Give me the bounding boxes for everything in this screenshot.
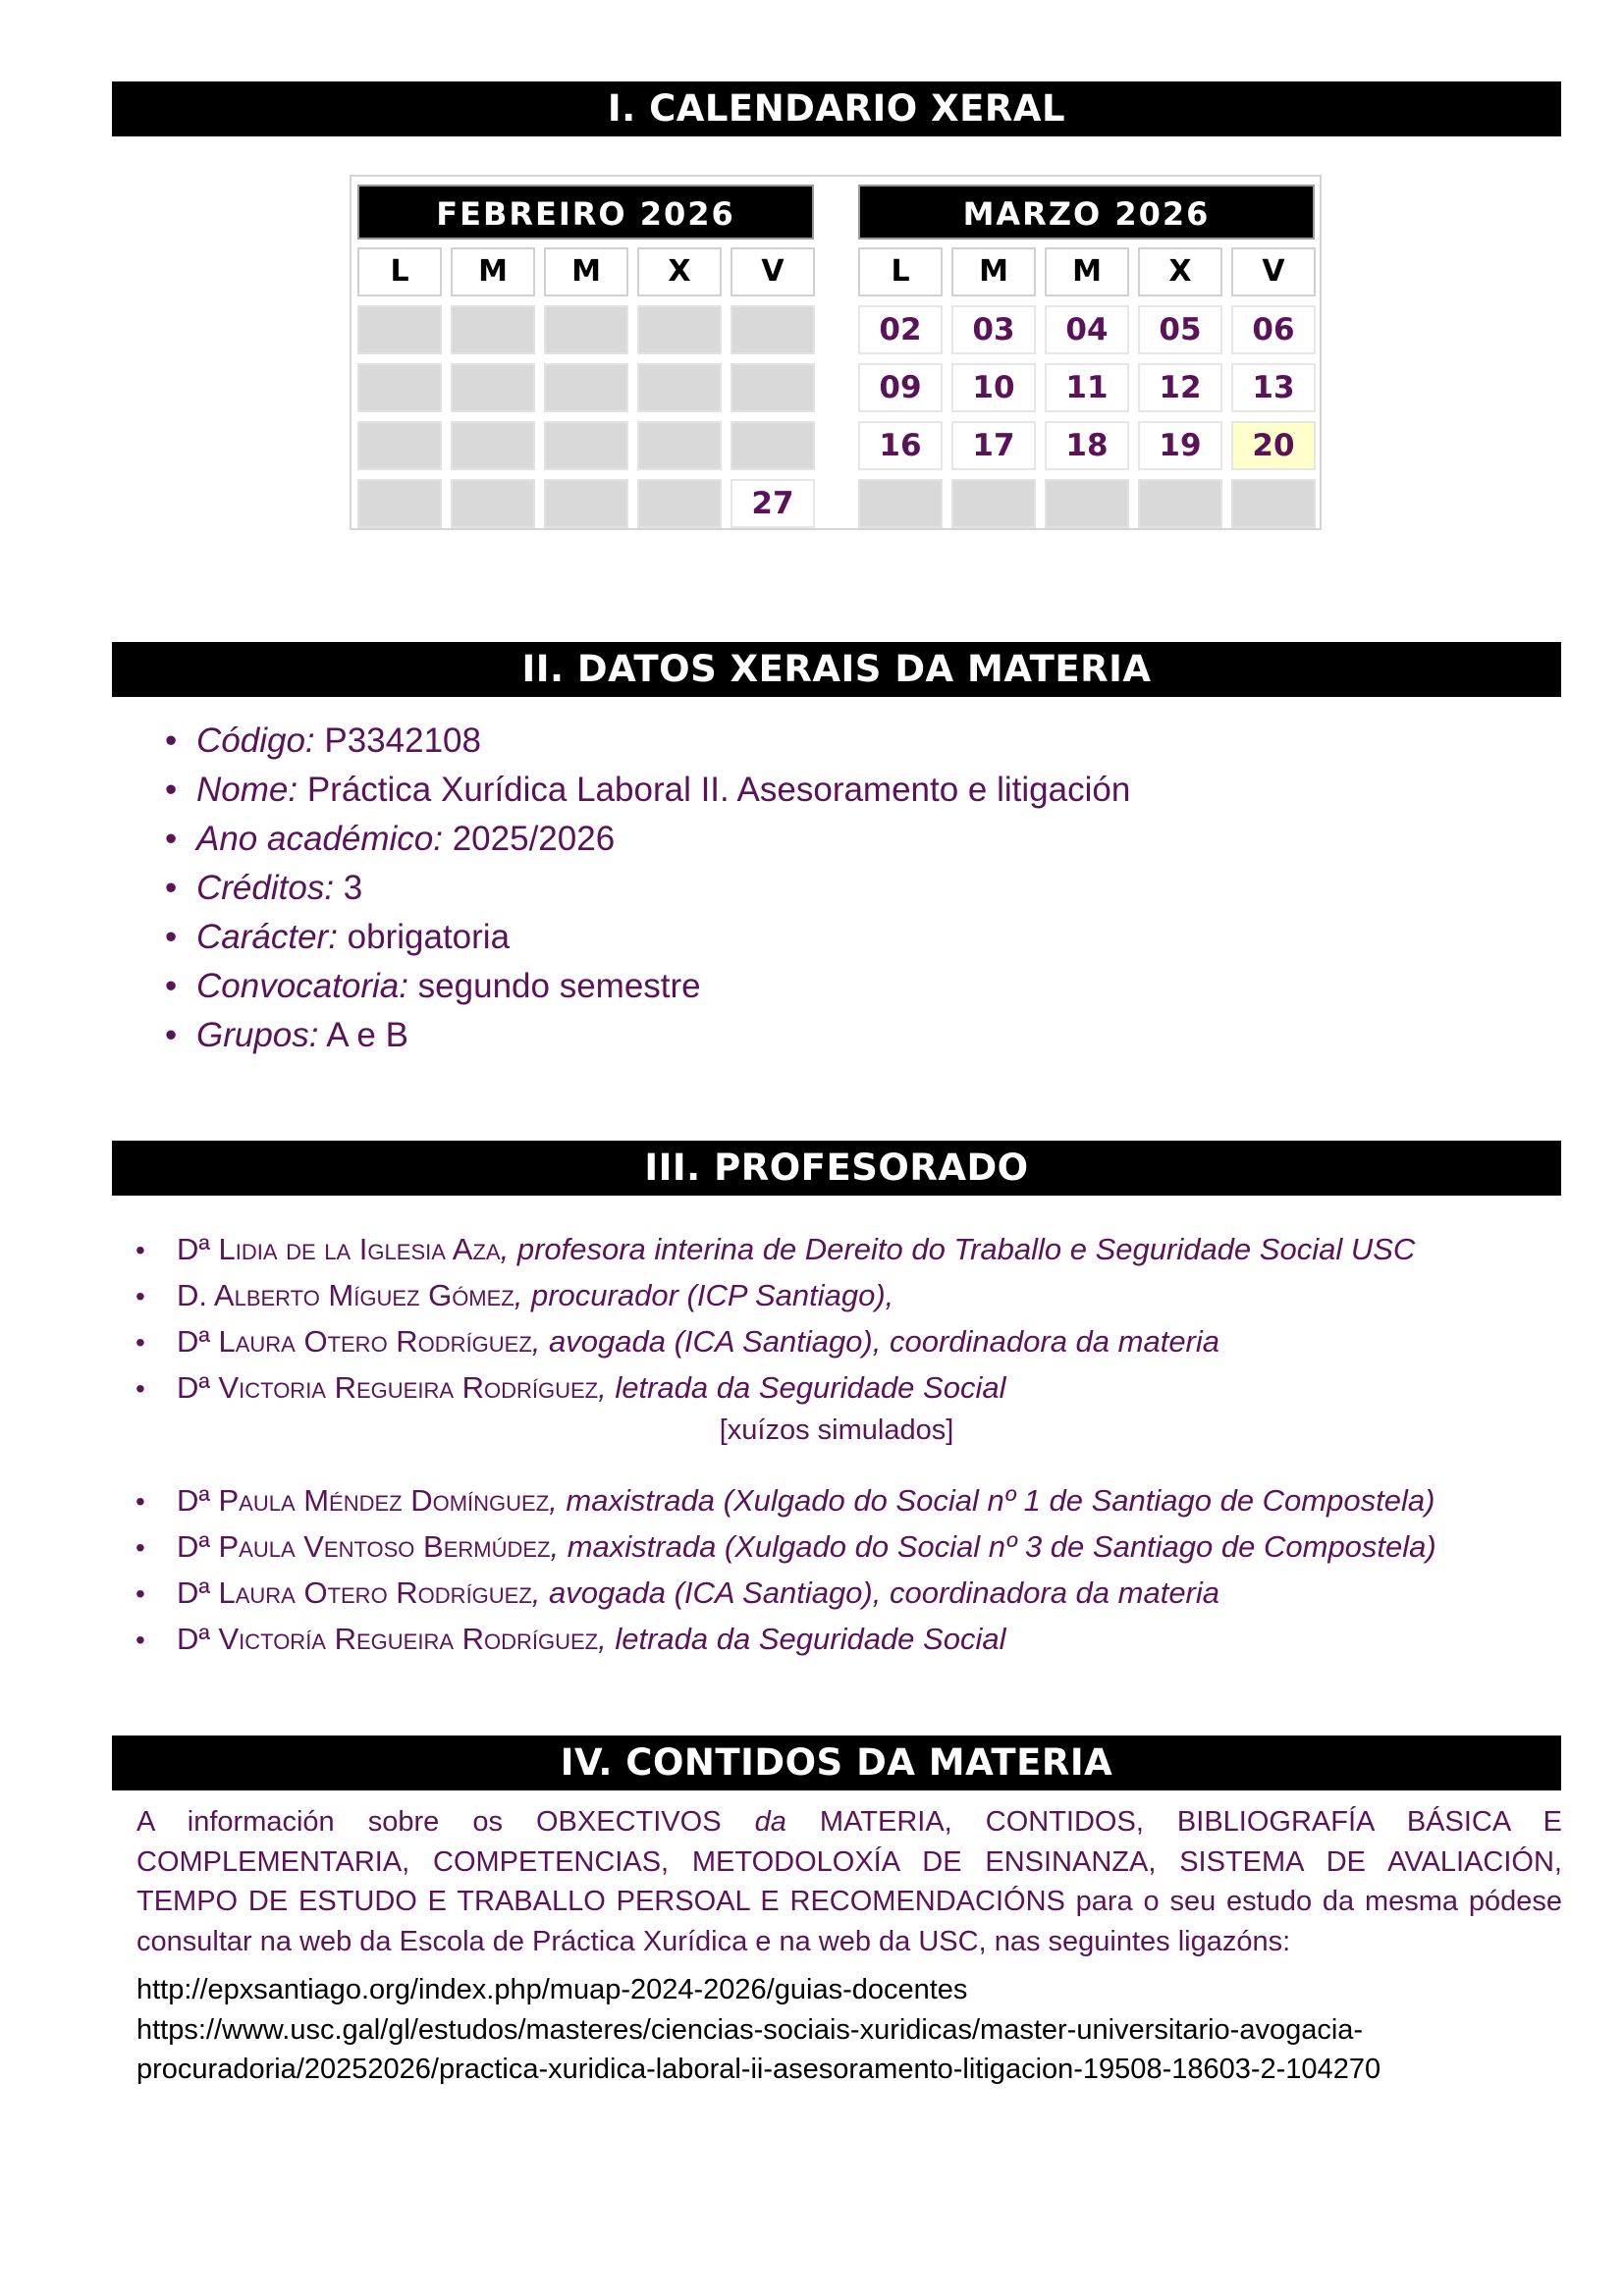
calendar-empty-cell	[1138, 479, 1222, 528]
teacher-role: , procurador (ICP Santiago),	[514, 1278, 894, 1312]
teacher-name: Dª Paula Ventoso Bermúdez	[177, 1529, 551, 1564]
teacher-item	[135, 1570, 1436, 1616]
calendar-empty-cell	[357, 305, 442, 354]
calendar-empty-cell	[451, 479, 535, 528]
teacher-role: , maxistrada (Xulgado do Social nº 3 de Santiago de Compostela)	[550, 1529, 1436, 1564]
weekday-header: M	[951, 247, 1036, 296]
data-value: 2025/2026	[442, 820, 616, 858]
calendar-panel	[350, 175, 1322, 530]
calendar-empty-cell	[357, 363, 442, 412]
general-data-item	[165, 962, 1130, 1011]
bullet-icon: •	[135, 1625, 145, 1655]
weekday-header: V	[731, 247, 815, 296]
bullet-icon: •	[135, 1327, 145, 1358]
teacher-item	[135, 1364, 1415, 1411]
calendar-empty-cell	[637, 479, 722, 528]
section-general-data-header: II. DATOS XERAIS DA MATERIA	[112, 642, 1561, 697]
simulated-trials-label: [xuízos simulados]	[719, 1415, 954, 1446]
data-label: Créditos:	[196, 869, 335, 907]
general-data-item	[165, 815, 1130, 864]
teacher-name: Dª Paula Méndez Domínguez	[177, 1483, 550, 1518]
calendar-empty-cell	[637, 305, 722, 354]
calendar-day: 13	[1231, 363, 1316, 412]
teacher-item	[135, 1616, 1436, 1662]
general-data-item	[165, 717, 1130, 766]
data-value: A e B	[318, 1016, 408, 1054]
data-value: P3342108	[314, 721, 481, 760]
weekday-header: L	[858, 247, 943, 296]
calendar-february	[357, 185, 815, 528]
general-data-item	[165, 766, 1130, 815]
data-label: Grupos:	[196, 1016, 319, 1054]
calendar-title-february: FEBREIRO 2026	[357, 185, 814, 240]
calendar-empty-cell	[357, 479, 442, 528]
calendar-empty-cell	[1231, 479, 1316, 528]
teacher-name: Dª Victoría Regueira Rodríguez	[177, 1622, 599, 1656]
teacher-item	[135, 1523, 1436, 1570]
data-label: Convocatoria:	[196, 967, 408, 1005]
section-teachers-header: III. PROFESORADO	[112, 1141, 1561, 1196]
calendar-day: 09	[858, 363, 943, 412]
bullet-icon: •	[135, 1486, 145, 1517]
calendar-empty-cell	[637, 421, 722, 470]
general-data-item	[165, 1011, 1130, 1060]
data-value: 3	[334, 869, 363, 907]
weekday-header: X	[637, 247, 722, 296]
calendar-day: 16	[858, 421, 943, 470]
weekday-header: M	[544, 247, 628, 296]
calendar-day: 02	[858, 305, 943, 354]
contents-text-em: da	[754, 1806, 786, 1838]
calendar-empty-cell	[451, 305, 535, 354]
calendar-day: 12	[1138, 363, 1222, 412]
weekday-header: X	[1138, 247, 1222, 296]
bullet-icon: •	[165, 869, 178, 907]
teachers-list-trials	[135, 1477, 1436, 1662]
general-data-item	[165, 913, 1130, 962]
link-epx-guides[interactable]: http://epxsantiago.org/index.php/muap-2024-2026/guias-docentes	[136, 1974, 968, 2005]
calendar-day: 10	[951, 363, 1036, 412]
bullet-icon: •	[165, 721, 178, 760]
calendar-march	[858, 185, 1316, 528]
calendar-empty-cell	[451, 363, 535, 412]
teacher-item	[135, 1226, 1415, 1272]
teacher-name: Dª Laura Otero Rodríguez	[177, 1324, 532, 1359]
calendar-day: 06	[1231, 305, 1316, 354]
data-value: Práctica Xurídica Laboral II. Asesoramento e litigación	[298, 771, 1131, 809]
weekday-header: M	[451, 247, 535, 296]
bullet-icon: •	[135, 1532, 145, 1563]
calendar-title-march: MARZO 2026	[858, 185, 1315, 240]
calendar-empty-cell	[731, 305, 815, 354]
calendar-empty-cell	[544, 363, 628, 412]
calendar-grid-february	[357, 247, 815, 528]
calendar-empty-cell	[858, 479, 943, 528]
teacher-role: , profesora interina de Dereito do Traballo e Seguridade Social USC	[500, 1232, 1416, 1266]
section-calendar-header: I. CALENDARIO XERAL	[112, 81, 1561, 136]
bullet-icon: •	[135, 1281, 145, 1311]
calendar-empty-cell	[1045, 479, 1129, 528]
calendar-empty-cell	[451, 421, 535, 470]
calendar-empty-cell	[544, 305, 628, 354]
teacher-item	[135, 1477, 1436, 1523]
calendar-day: 17	[951, 421, 1036, 470]
calendar-empty-cell	[637, 363, 722, 412]
calendar-empty-cell	[731, 421, 815, 470]
data-value: obrigatoria	[337, 918, 511, 956]
calendar-day: 27	[731, 479, 815, 528]
calendar-day: 03	[951, 305, 1036, 354]
teacher-name: Dª Laura Otero Rodríguez	[177, 1575, 532, 1610]
general-data-list	[165, 717, 1130, 1060]
data-label: Código:	[196, 721, 315, 760]
teacher-name: Dª Victoria Regueira Rodríguez	[177, 1370, 599, 1405]
teacher-role: , letrada da Seguridade Social	[598, 1622, 1006, 1656]
link-usc-line-1[interactable]: https://www.usc.gal/gl/estudos/masteres/ciencias-sociais-xuridicas/master-universitario-avogacia-	[136, 2014, 1364, 2046]
calendar-day: 18	[1045, 421, 1129, 470]
bullet-icon: •	[165, 918, 178, 956]
teacher-item	[135, 1272, 1415, 1318]
calendar-day: 20	[1231, 421, 1316, 470]
calendar-empty-cell	[731, 363, 815, 412]
calendar-grid-march	[858, 247, 1316, 528]
bullet-icon: •	[135, 1373, 145, 1404]
bullet-icon: •	[165, 967, 178, 1005]
teachers-list-main	[135, 1226, 1415, 1411]
bullet-icon: •	[135, 1578, 145, 1609]
data-value: segundo semestre	[407, 967, 701, 1005]
weekday-header: L	[357, 247, 442, 296]
calendar-day: 05	[1138, 305, 1222, 354]
teacher-role: , avogada (ICA Santiago), coordinadora da materia	[531, 1575, 1220, 1610]
teacher-role: , maxistrada (Xulgado do Social nº 1 de Santiago de Compostela)	[549, 1483, 1435, 1518]
teacher-item	[135, 1318, 1415, 1364]
data-label: Nome:	[196, 771, 298, 809]
general-data-item	[165, 864, 1130, 913]
calendar-day: 19	[1138, 421, 1222, 470]
teacher-name: Dª Lidia de la Iglesia Aza	[177, 1232, 501, 1266]
teacher-role: , avogada (ICA Santiago), coordinadora da materia	[531, 1324, 1220, 1359]
calendar-empty-cell	[951, 479, 1036, 528]
data-label: Ano académico:	[196, 820, 443, 858]
bullet-icon: •	[165, 771, 178, 809]
data-label: Carácter:	[196, 918, 338, 956]
weekday-header: V	[1231, 247, 1316, 296]
bullet-icon: •	[135, 1235, 145, 1265]
calendar-empty-cell	[544, 479, 628, 528]
teacher-name: D. Alberto Míguez Gómez	[177, 1278, 514, 1312]
teacher-role: , letrada da Seguridade Social	[598, 1370, 1006, 1405]
calendar-day: 04	[1045, 305, 1129, 354]
contents-paragraph	[136, 1802, 1562, 1961]
calendar-day: 11	[1045, 363, 1129, 412]
contents-text-2: MATERIA, CONTIDOS, BIBLIOGRAFÍA BÁSICA E COMPLEMENTARIA, COMPETENCIAS, METODOLOXÍA DE ENSINANZA, SISTEMA DE AVALIACIÓN, TEMPO DE ESTUDO E TRABALLO PERSOAL E RECOMENDACIÓNS para o seu estudo da mesma pódese consultar na web da Escola de Práctica Xurídica e na web da USC, nas seguintes ligazóns:	[136, 1806, 1562, 1957]
contents-text-1: A información sobre os OBXECTIVOS	[136, 1806, 755, 1838]
section-contents-header: IV. CONTIDOS DA MATERIA	[112, 1735, 1561, 1790]
weekday-header: M	[1045, 247, 1129, 296]
calendar-empty-cell	[357, 421, 442, 470]
bullet-icon: •	[165, 1016, 178, 1054]
calendar-empty-cell	[544, 421, 628, 470]
link-usc-line-2[interactable]: procuradoria/20252026/practica-xuridica-laboral-ii-asesoramento-litigacion-19508-18603-2-104270	[136, 2054, 1381, 2085]
bullet-icon: •	[165, 820, 178, 858]
